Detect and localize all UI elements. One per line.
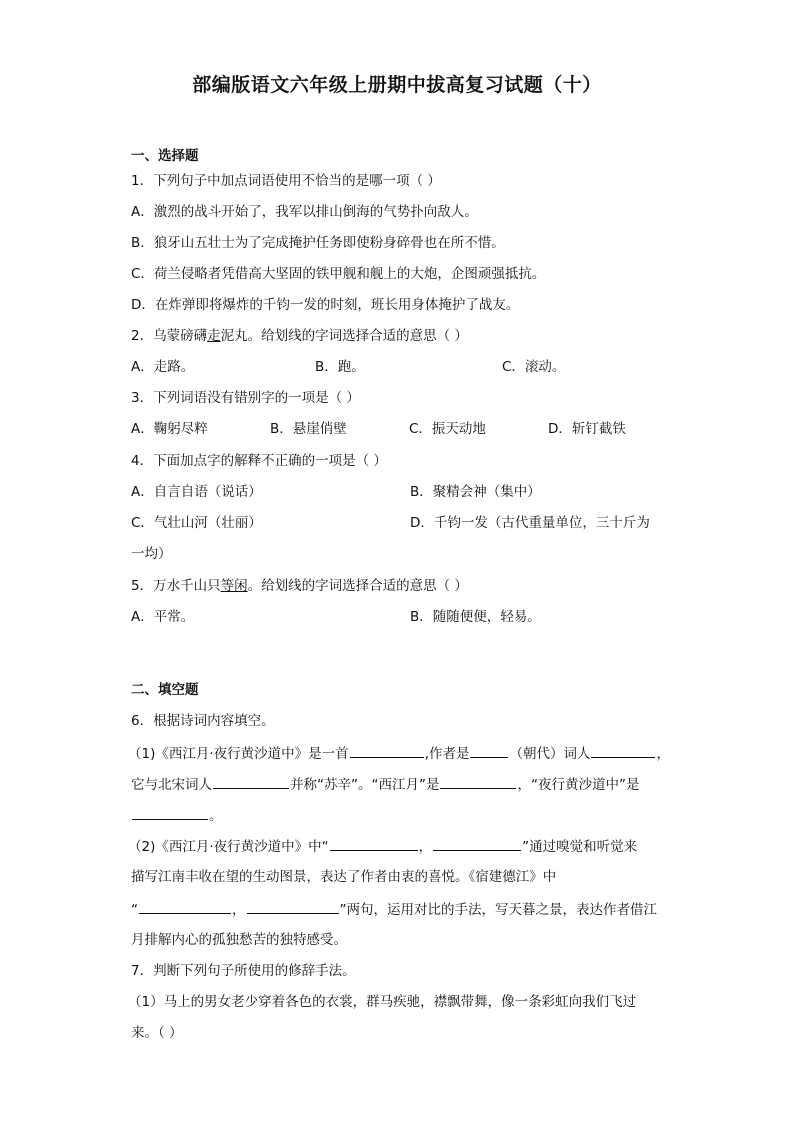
q6-p1-text-e: 它与北宋词人: [131, 777, 212, 793]
q1-option-a: A．激烈的战斗开始了，我军以排山倒海的气势扑向敌人。: [131, 204, 478, 220]
q6-p1-text-d: ，: [656, 746, 670, 762]
q6-p1-text-a: （1)《西江月·夜行黄沙道中》是一首: [128, 746, 349, 762]
q4-option-d: D．千钧一发（古代重量单位，三十斤为: [410, 515, 650, 531]
q3-option-c: C．振天动地: [409, 421, 486, 437]
fill-blank[interactable]: [213, 774, 289, 789]
q6-part1-line1: [128, 743, 670, 764]
q6-p2-text-f: ，: [232, 902, 246, 918]
q2-stem-pre: 2．乌蒙磅礴: [131, 328, 208, 344]
q6-p2-text-b: ，: [418, 839, 433, 855]
q2-stem: [131, 326, 468, 346]
q6-p2-text-e: “: [131, 902, 138, 918]
q6-part2-line4: 月排解内心的孤独愁苦的独特感受。: [131, 932, 347, 948]
q6-p1-text-g: ，“夜行黄沙道中”是: [517, 777, 640, 793]
q4-option-a: A．自言自语（说话）: [131, 484, 262, 500]
q6-p2-text-c: ”通过嗅觉和听觉来: [522, 839, 638, 855]
q6-part1-line2: [131, 774, 639, 795]
q2-stem-post: 泥丸。给划线的字词选择合适的意思（ ）: [220, 328, 468, 344]
q7-stem: 7．判断下列句子所使用的修辞手法。: [131, 963, 356, 979]
q6-p1-text-h: 。: [209, 808, 223, 824]
fill-blank[interactable]: [350, 743, 424, 758]
q2-underlined-word: 走: [207, 328, 221, 344]
q2-option-b: B．跑。: [315, 359, 365, 375]
q1-option-d: D．在炸弹即将爆炸的千钧一发的时刻，班长用身体掩护了战友。: [131, 297, 520, 313]
fill-blank[interactable]: [440, 774, 516, 789]
q5-option-a: A．平常。: [131, 609, 195, 625]
q5-stem-pre: 5．万水千山只: [131, 578, 221, 594]
section-heading-choice: 一、选择题: [131, 148, 199, 164]
q6-p2-text-g: ”两句，运用对比的手法，写天暮之景，表达作者借江: [339, 902, 657, 918]
q5-underlined-word: 等闲: [220, 578, 248, 594]
page-title: 部编版语文六年级上册期中拔高复习试题（十）: [192, 74, 602, 96]
q3-stem: 3．下列词语没有错别字的一项是（ ）: [131, 390, 360, 406]
q6-stem: 6．根据诗词内容填空。: [131, 713, 275, 729]
q3-option-b: B．悬崖俏壁: [270, 421, 347, 437]
q3-option-a: A．鞠躬尽粹: [131, 421, 208, 437]
q4-option-d-wrap: 一均）: [131, 546, 172, 562]
q5-stem-post: 。给划线的字词选择合适的意思（ ）: [247, 578, 468, 594]
fill-blank[interactable]: [433, 836, 521, 851]
fill-blank[interactable]: [247, 899, 339, 914]
q6-p1-text-c: （朝代）词人: [509, 746, 591, 762]
q6-part2-line2: 描写江南丰收在望的生动图景，表达了作者由衷的喜悦。《宿建德江》中: [131, 869, 557, 885]
q4-stem: 4．下面加点字的解释不正确的一项是（ ）: [131, 453, 387, 469]
q6-part1-line3: [131, 805, 223, 826]
q6-part2-line3: [131, 899, 657, 920]
q5-option-b: B．随随便便，轻易。: [410, 609, 541, 625]
q7-sentence1: （1）马上的男女老少穿着各色的衣裳，群马疾驰，襟飘带舞，像一条彩虹向我们飞过: [128, 994, 637, 1010]
q1-option-b: B．狼牙山五壮士为了完成掩护任务即使粉身碎骨也在所不惜。: [131, 235, 505, 251]
q2-option-c: C．滚动。: [502, 359, 566, 375]
q4-option-b: B．聚精会神（集中）: [410, 484, 541, 500]
section-heading-fill: 二、填空题: [131, 682, 199, 698]
fill-blank[interactable]: [132, 805, 208, 820]
fill-blank[interactable]: [470, 743, 508, 758]
fill-blank[interactable]: [139, 899, 231, 914]
q6-part2-line1: [128, 836, 637, 857]
q1-option-c: C．荷兰侵略者凭借高大坚固的铁甲舰和舰上的大炮，企图顽强抵抗。: [131, 266, 546, 282]
q6-p2-text-a: （2)《西江月·夜行黄沙道中》中“: [128, 839, 329, 855]
q6-p1-text-b: ,作者是: [424, 746, 470, 762]
q3-option-d: D．斩钉截铁: [548, 421, 626, 437]
fill-blank[interactable]: [591, 743, 655, 758]
q1-stem: 1．下列句子中加点词语使用不恰当的是哪一项（ ）: [131, 173, 441, 189]
q4-option-c: C．气壮山河（壮丽）: [131, 515, 262, 531]
q6-p1-text-f: 并称“苏辛”。“西江月”是: [290, 777, 440, 793]
q5-stem: [131, 576, 468, 596]
q2-option-a: A．走路。: [131, 359, 195, 375]
q7-sentence1-wrap: 来。（ ）: [131, 1025, 183, 1041]
fill-blank[interactable]: [330, 836, 418, 851]
